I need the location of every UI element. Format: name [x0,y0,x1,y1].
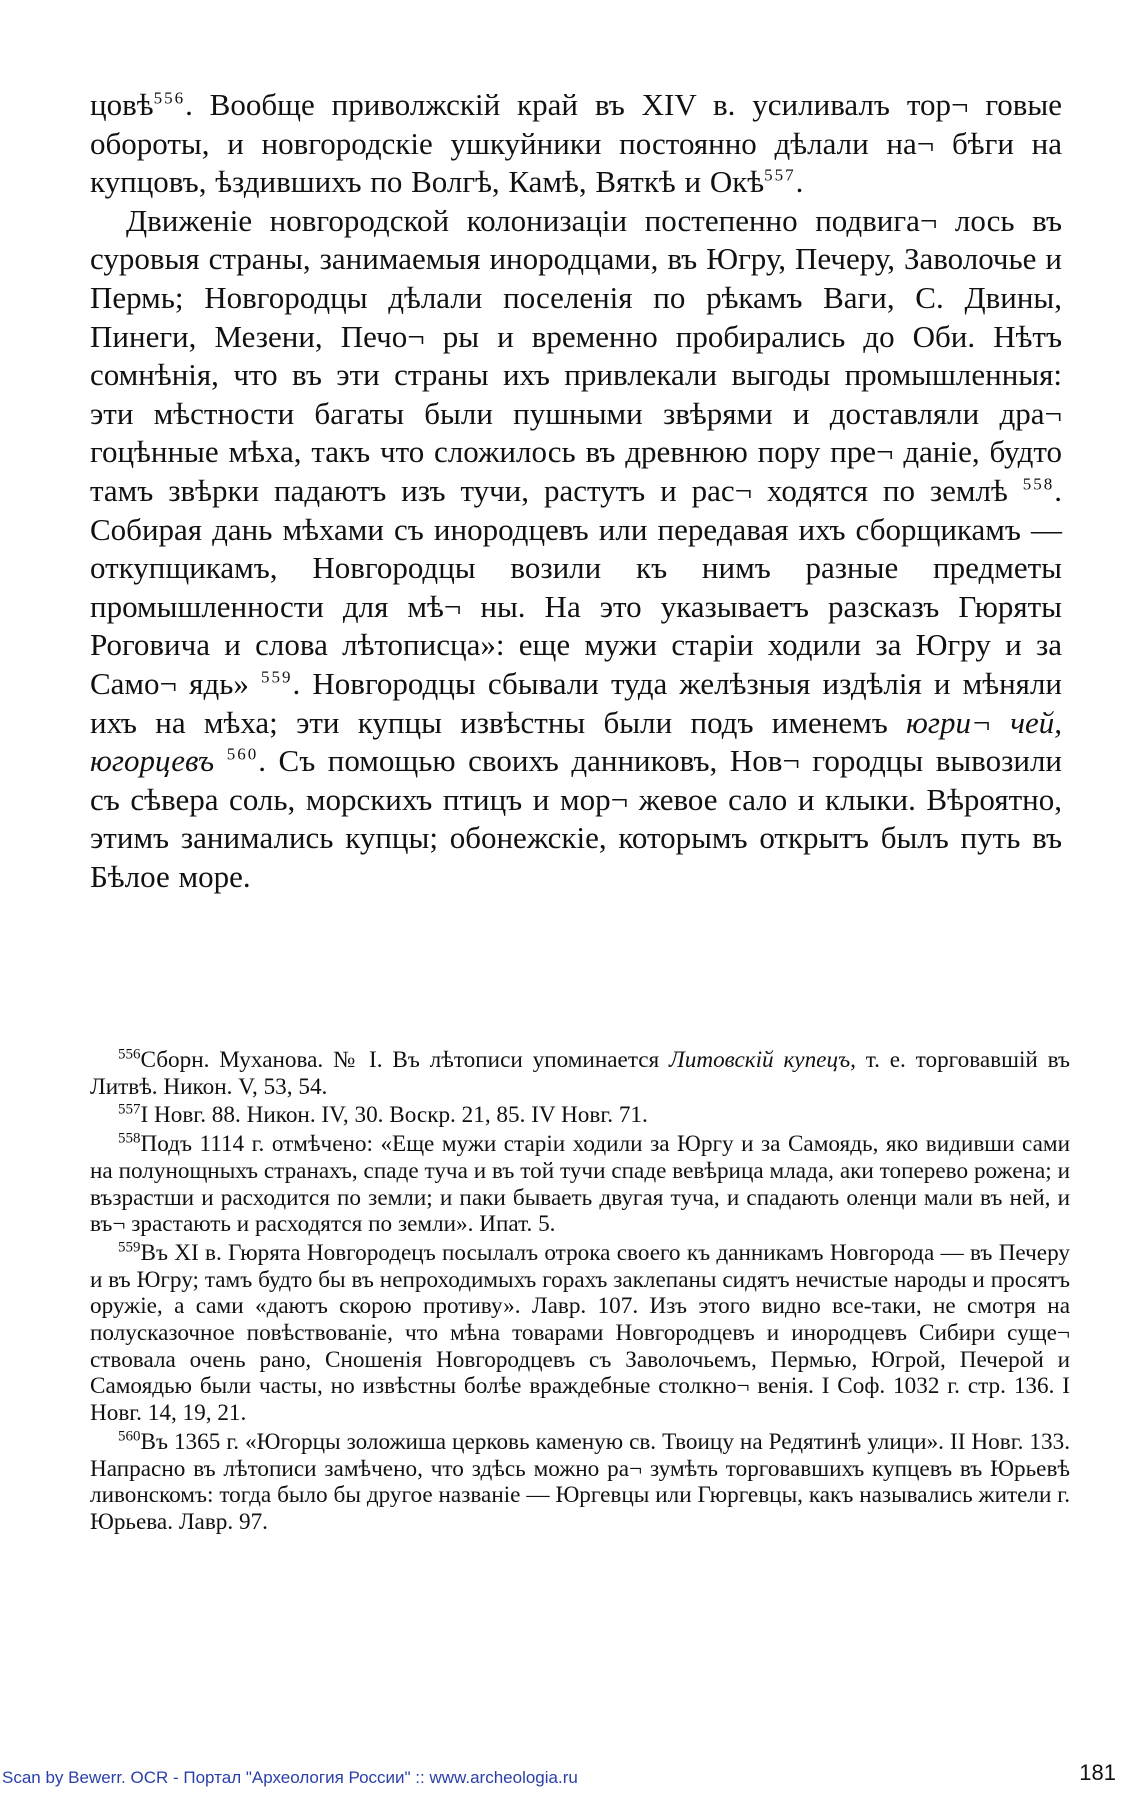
footnote-557: $^{557}$I Новг. 88. Никон. IV, 30. Воскр. 21, 85. IV Новг. 71. [118,1101,648,1129]
footnote-560: $^{560}$Въ 1365 г. «Югорцы золожиша церковь каменую св. Твоицу на Редятинѣ улици». II Новг. 133. Напрасно въ лѣтописи замѣчено, что здѣсь можно ра¬ зумѣть торговавшихъ купцевъ въ Юрьевѣ ливонскомъ: тогда было бы другое названіе — Юргевцы или Гюргевцы, какъ назывались жители г. Юрьева. Лавр. 97. [90,1428,1070,1535]
footnote-559: $^{559}$Въ XI в. Гюрята Новгородецъ посылалъ отрока своего къ данникамъ Новгорода — въ Печеру и въ Югру; тамъ будто бы въ непроходимыхъ горахъ заклепаны сидятъ нечистые народы и просятъ оружіе, а сами «даютъ скорою противу». Лавр. 107. Изъ этого видно все-таки, не смотря на полусказочное повѣствованіе, что мѣна товарами Новгородцевъ и инородцевъ Сибири суще¬ ствовала очень рано, Сношенія Новгородцевъ съ Заволочьемъ, Пермью, Югрой, Печерой и Самоядью были часты, но извѣстны болѣе враждебные столкно¬ венія. I Соф. 1032 г. стр. 136. I Новг. 14, 19, 21. [90,1239,1070,1427]
paragraph-2: Движеніе новгородской колонизаціи постепенно подвига¬ лось въ суровыя страны, занимаемыя инородцами, въ Югру, Печеру, Заволочье и Пермь; Новгородцы дѣлали поселенія по рѣкамъ Ваги, С. Двины, Пинеги, Мезени, Печо¬ ры и временно пробирались до Оби. Нѣтъ сомнѣнія, что въ эти страны ихъ привлекали выгоды промышленныя: эти мѣстности багаты были пушными звѣрями и доставляли дра¬ гоцѣнные мѣха, такъ что сложилось въ древнюю пору пре¬ даніе, будто тамъ звѣрки падаютъ изъ тучи, растутъ и рас¬ ходятся по землѣ $^{558}$. Собирая дань мѣхами съ инородцевъ или передавая ихъ сборщикамъ — откупщикамъ, Новгородцы возили къ нимъ разные предметы промышленности для мѣ¬ ны. На это указываетъ разсказъ Гюряты Роговича и слова лѣтописца»: еще мужи старіи ходили за Югру и за Само¬ ядь» $^{559}$. Новгородцы сбывали туда желѣзныя издѣлія и мѣняли ихъ на мѣха; эти купцы извѣстны были подъ именемъ югри¬ чей, югорцевъ $^{560}$. Съ помощью своихъ данниковъ, Нов¬ городцы вывозили съ сѣвера соль, морскихъ птицъ и мор¬ жевое сало и клыки. Вѣроятно, этимъ занимались купцы; обонежскіе, которымъ открытъ былъ путь въ Бѣлое море. [90,202,1063,894]
footnote-ref-557: 557 [764,165,796,185]
footnote-ref-559: 559 [261,667,293,687]
footnote-ref-560: 560 [226,744,259,764]
footnotes [90,1047,1070,1538]
footnote-ref-556: 556 [153,88,186,108]
paragraph-1: цовѣ$^{556}$. Вообще приволжскій край въ XIV в. усиливалъ тор¬ говые обороты, и новгородскіе ушкуйники постоянно дѣлали на¬ бѣги на купцовъ, ѣздившихъ по Волгѣ, Камѣ, Вяткѣ и Окѣ$^{557}$. [90,87,1062,200]
footnote-556: $^{556}$Сборн. Муханова. № I. Въ лѣтописи упоминается Литовскій купецъ, т. е. торговавшій въ Литвѣ. Никон. V, 53, 54. [90,1046,1070,1100]
page-number: 181 [1079,1760,1116,1785]
footnote-ref-558: 558 [1022,474,1055,494]
scan-credit: Scan by Bewerr. OCR - Портал "Археология России" :: www.archeologia.ru [2,1768,578,1787]
italic-term: югри¬ чей, югорцевъ [90,704,1063,779]
footnote-558: $^{558}$Подъ 1114 г. отмѣчено: «Еще мужи старіи ходили за Юргу и за Самоядь, яко видивши сами на полунощныхъ странахъ, спаде туча и въ той тучи спаде вевѣрица млада, аки топерево рожена; и възрастши и расходится по земли; и паки бываеть двугая туча, и спадають оленци мали въ ней, и въ¬ зрастають и расходятся по земли». Ипат. 5. [90,1130,1070,1238]
main-text [90,86,1062,896]
